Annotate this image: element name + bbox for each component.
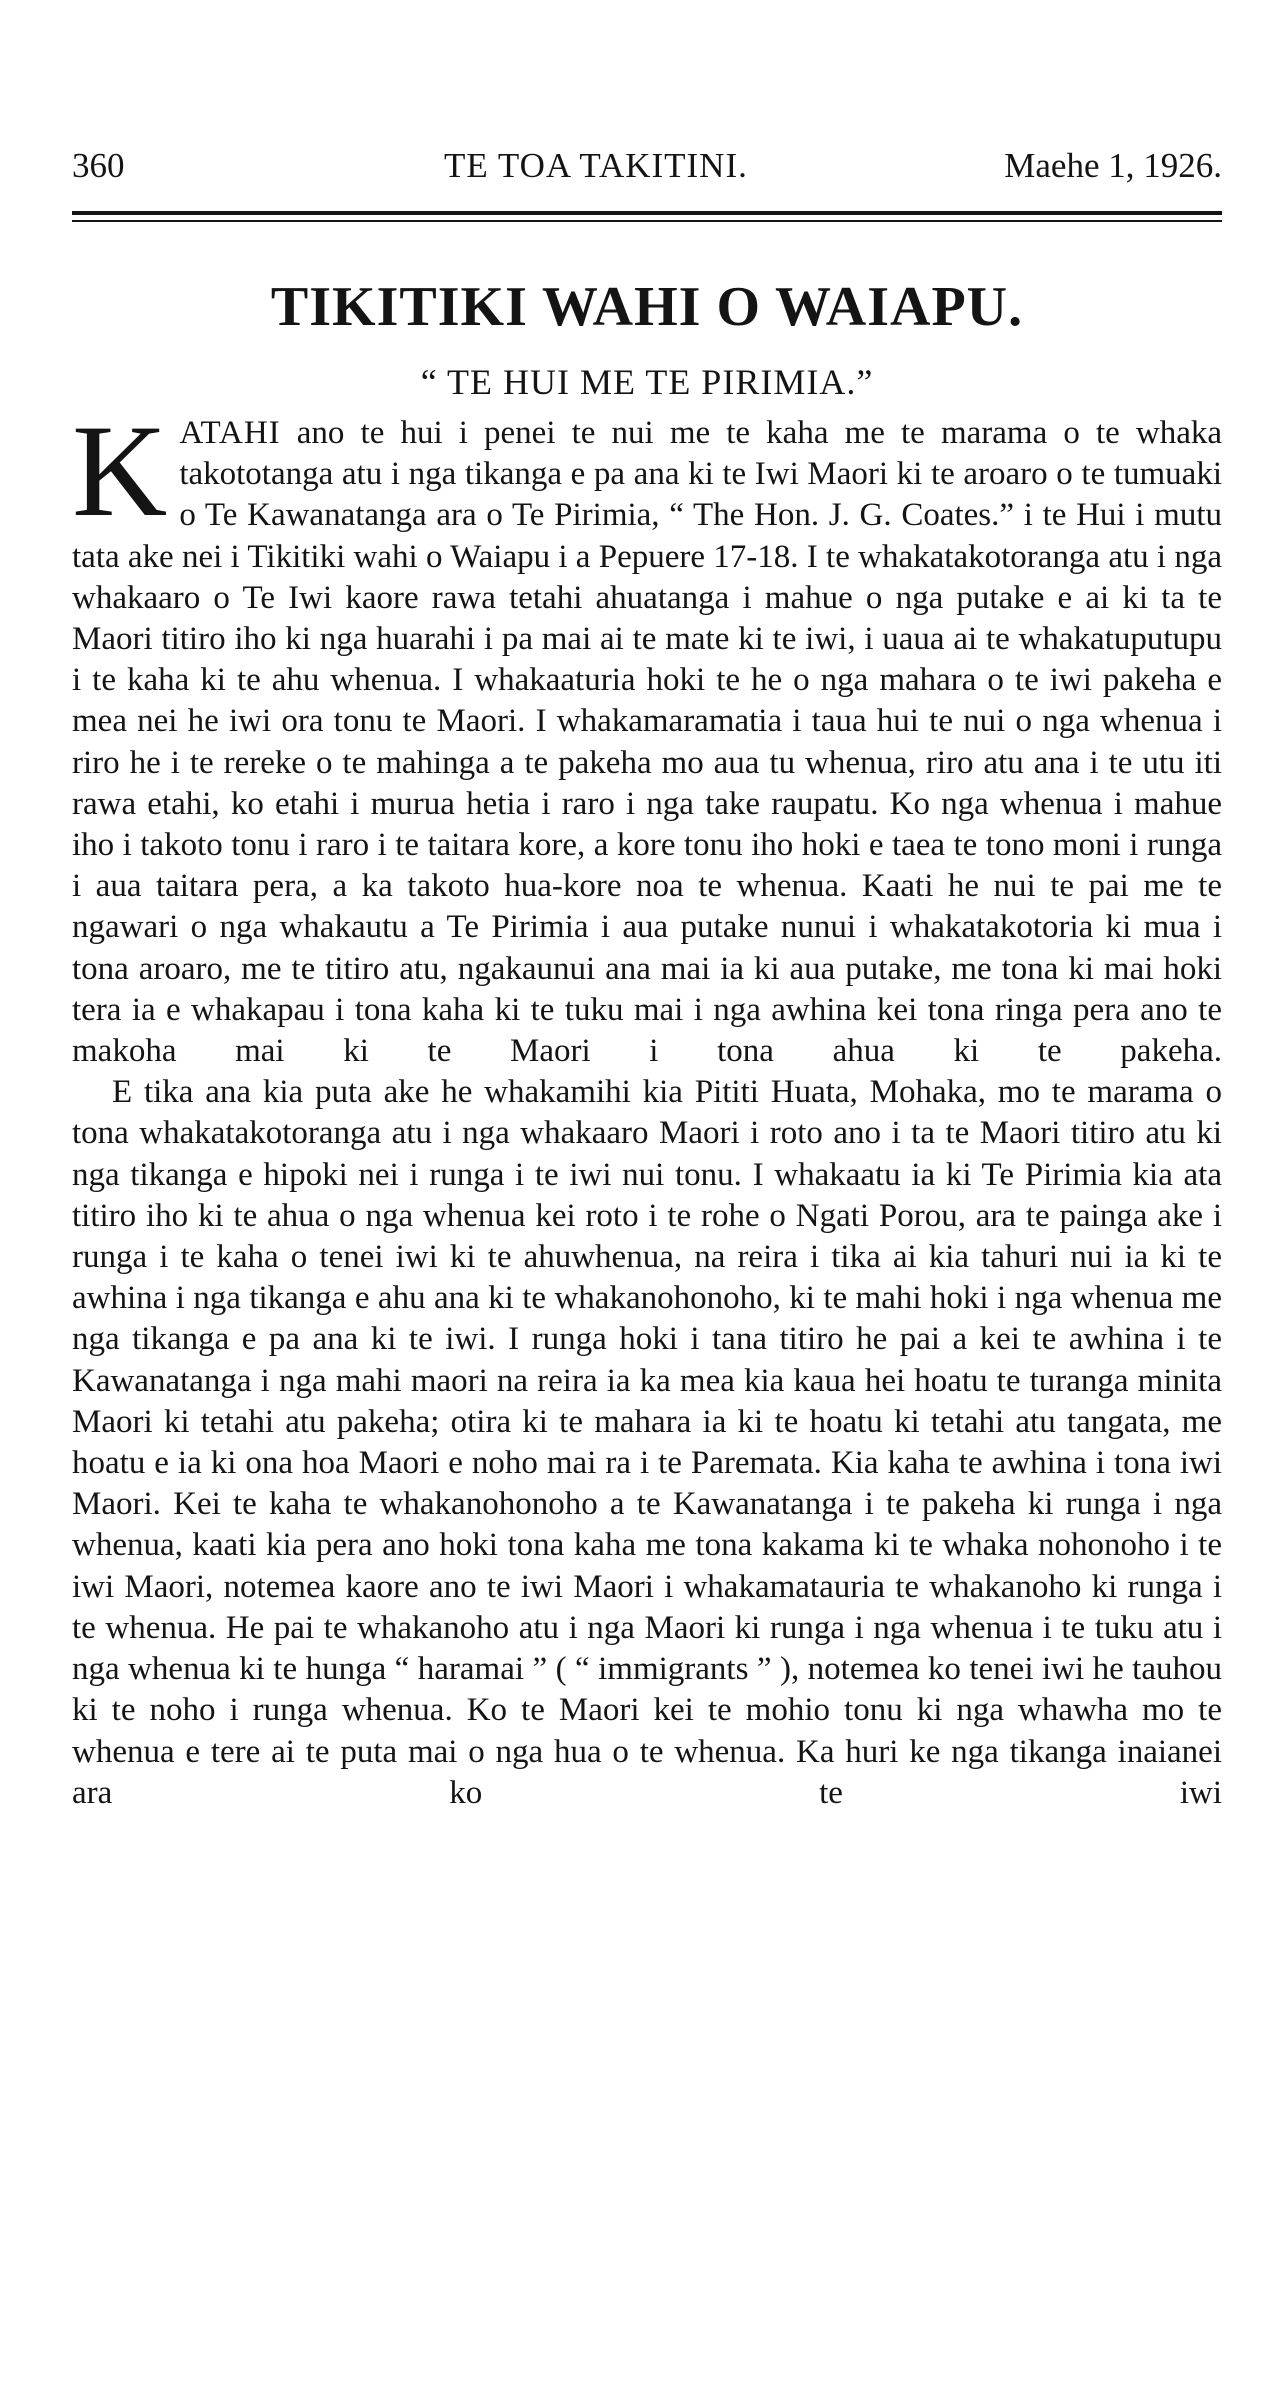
lead-word: ATAHI: [179, 415, 281, 451]
newspaper-page: [72, 140, 1222, 1811]
article-body: [72, 397, 1222, 1814]
paragraph-1-text: ano te hui i penei te nui me te kaha me te marama o te whaka takototanga atu i nga tikanga e pa ana ki te Iwi Maori ki te aroaro o te tumuaki o Te Kawanatanga ara o Te Pirimia, “ The Hon. J. G. Coates.” i te Hui i mutu tata ake nei i Tikitiki wahi o Waiapu i a Pepuere 17-18. I te whakatakotoranga atu i nga whakaaro o Te Iwi kaore rawa tetahi ahuatanga i mahue o nga putake e ai ki ta te Maori titiro iho ki nga huarahi i pa mai ai te mate ki te iwi, i uaua ai te whakatuputupu i te kaha ki te ahu whenua. I whakaaturia hoki te he o nga mahara o te iwi pakeha e mea nei he iwi ora tonu te Maori. I whakamaramatia i taua hui te nui o nga whenua i riro he i te rereke o te mahinga a te pakeha mo aua tu whenua, riro atu ana i te utu iti rawa etahi, ko etahi i murua hetia i raro i nga take raupatu. Ko nga whenua i mahue iho i takoto tonu i raro i te taitara kore, a kore tonu iho hoki e taea te tono moni i runga i aua taitara pera, a ka takoto hua-kore noa te whenua. Kaati he nui te pai me te ngawari o nga whakautu a Te Pirimia i aua putake nunui i whakatakotoria ki mua i tona aroaro, me te titiro atu, ngakaunui ana mai ia ki aua putake, me tona ki mai hoki tera ia e whakapau i tona kaha ki te tuku mai i nga awhina kei tona ringa pera ano te makoha mai ki te Maori i tona ahua ki te pakeha.: [72, 415, 1222, 1070]
issue-date: Maehe 1, 1926.: [1004, 146, 1222, 185]
header-rule-thin: [72, 220, 1222, 222]
journal-title: TE TOA TAKITINI.: [444, 146, 748, 185]
article-title: TIKITIKI WAHI O WAIAPU.: [270, 276, 1024, 338]
header-rule-thick: [72, 211, 1222, 215]
article-subtitle: “ TE HUI ME TE PIRIMIA.”: [420, 362, 874, 402]
paragraph-2: E tika ana kia puta ake he whakamihi kia Pititi Huata, Mohaka, mo te marama o tona whakatakotoranga atu i nga whakaaro Maori i roto ano i ta te Maori titiro atu ki nga tikanga e hipoki nei i runga i te iwi nui tonu. I whakaatu ia ki Te Pirimia kia ata titiro iho ki te ahua o nga whenua kei roto i te rohe o Ngati Porou, ara te painga ake i runga i te kaha o tenei iwi ki te ahuwhenua, na reira i tika ai kia tahuri nui ia ki te awhina i nga tikanga e ahu ana ki te whakanohonoho, ki te mahi hoki i nga whenua me nga tikanga e pa ana ki te iwi. I runga hoki i tana titiro he pai a kei te awhina i te Kawanatanga i nga mahi maori na reira ia ka mea kia kaua hei hoatu te turanga minita Maori ki tetahi atu pakeha; otira ki te mahara ia ki te hoatu ki tetahi atu tangata, me hoatu e ia ki ona hoa Maori e noho mai ra i te Paremata. Kia kaha te awhina i tona iwi Maori. Kei te kaha te whakanohonoho a te Kawanatanga i te pakeha ki runga i nga whenua, kaati kia pera ano hoki tona kaha me tona kakama ki te whaka nohonoho i te iwi Maori, notemea kaore ano te iwi Maori i whakamatauria te whakanoho ki runga i te whenua. He pai te whakanoho atu i nga Maori ki runga i nga whenua i te tuku atu i nga whenua ki te hunga “ haramai ” ( “ immigrants ” ), notemea ko tenei iwi he tauhou ki te noho i runga whenua. Ko te Maori kei te mohio tonu ki nga whawha mo te whenua e tere ai te puta mai o nga hua o te whenua. Ka huri ke nga tikanga inaianei ara ko te iwi: [72, 1074, 1222, 1811]
page-number: 360: [72, 146, 125, 185]
paragraph-1: [72, 397, 1222, 1072]
drop-cap: K: [72, 397, 168, 544]
running-head: [72, 140, 1222, 192]
